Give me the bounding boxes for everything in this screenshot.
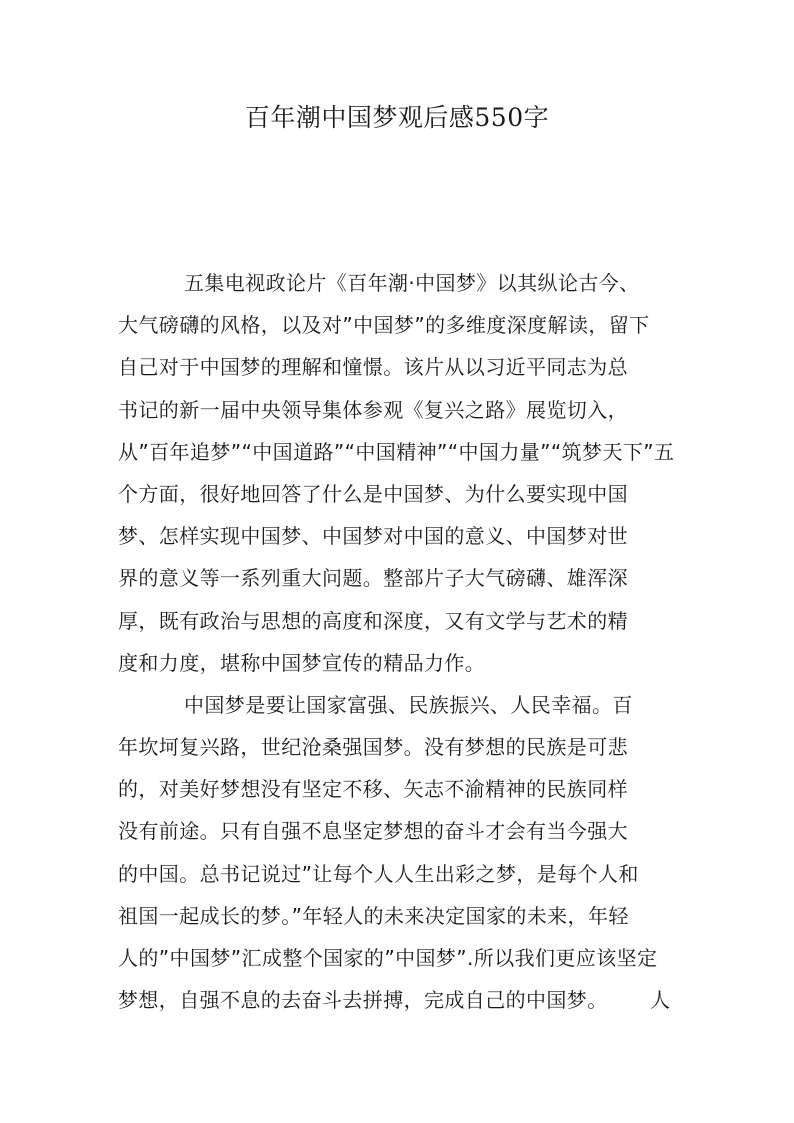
paragraph-2-last-line [118, 979, 678, 1021]
paragraph-1-line: 从”百年追梦”“中国道路”“中国精神”“中国力量”“筑梦天下”五 [118, 439, 675, 464]
document-title: 百年潮中国梦观后感550字 [244, 103, 550, 132]
paragraph-1-line: 界的意义等一系列重大问题。整部片子大气磅礴、雄浑深 [118, 566, 628, 591]
paragraph-2-line: 祖国一起成长的梦。”年轻人的未来决定国家的未来，年轻 [118, 903, 629, 928]
paragraph-1-line: 五集电视政论片《百年潮·中国梦》以其纵论古今、 [184, 271, 640, 295]
paragraph-2-line: 人的”中国梦”汇成整个国家的”中国梦”.所以我们更应该坚定 [118, 946, 658, 970]
paragraph-3-start: 人 [650, 988, 671, 1013]
paragraph-1-line: 厚，既有政治与思想的高度和深度，又有文学与艺术的精 [118, 608, 628, 633]
paragraph-1-line: 自己对于中国梦的理解和憧憬。该片从以习近平同志为总 [118, 355, 628, 380]
paragraph-2-line: 的中国。总书记说过”让每个人人生出彩之梦，是每个人和 [118, 861, 639, 886]
paragraph-2-line: 年坎坷复兴路，世纪沧桑强国梦。没有梦想的民族是可悲 [118, 735, 628, 760]
paragraph-1-line: 度和力度，堪称中国梦宣传的精品力作。 [118, 650, 486, 675]
paragraph-2-line: 没有前途。只有自强不息坚定梦想的奋斗才会有当今强大 [118, 819, 628, 844]
paragraph-2-line: 梦想，自强不息的去奋斗去拼搏，完成自己的中国梦。 [118, 988, 608, 1013]
paragraph-1-line: 个方面，很好地回答了什么是中国梦、为什么要实现中国 [118, 481, 628, 506]
paragraph-2-line: 的，对美好梦想没有坚定不移、矢志不渝精神的民族同样 [118, 777, 628, 802]
document-body [118, 262, 678, 1021]
paragraph-1-line: 大气磅礴的风格，以及对”中国梦”的多维度深度解读，留下 [118, 313, 650, 338]
paragraph-1-line: 梦、怎样实现中国梦、中国梦对中国的意义、中国梦对世 [118, 524, 628, 549]
paragraph-2-line: 中国梦是要让国家富强、民族振兴、人民幸福。百 [184, 692, 633, 717]
paragraph-1-line: 书记的新一届中央领导集体参观《复兴之路》展览切入， [118, 397, 628, 422]
